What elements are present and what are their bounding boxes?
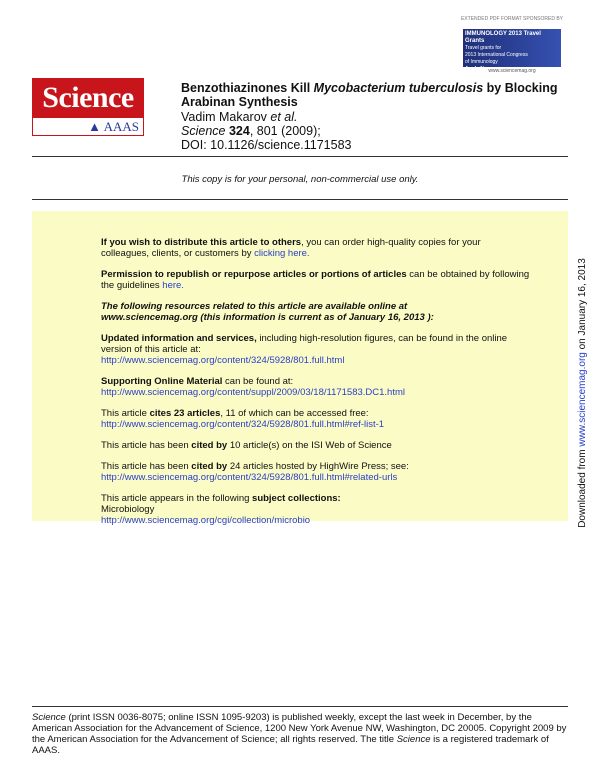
footer-divider xyxy=(32,706,568,707)
info-content xyxy=(101,237,531,536)
related-urls-link[interactable]: http://www.sciencemag.org/content/324/5928/801.full.html#related-urls xyxy=(101,472,398,483)
ad-line: 2013 International Congress xyxy=(465,52,528,58)
logo-science-text: Science xyxy=(32,78,144,118)
updated-info-paragraph: Updated information and services, including high-resolution figures, can be found in the online version of this article at: http://www.sciencemag.org/content/324/5928/801.full.html xyxy=(101,333,508,366)
logo-aaas-text: ▲ AAAS xyxy=(32,118,144,136)
cited-by-highwire-paragraph: This article has been cited by 24 articles hosted by HighWire Press; see: http://www.sciencemag.org/content/324/5928/801.full.html#related-urls xyxy=(101,461,409,483)
full-text-link[interactable]: http://www.sciencemag.org/content/324/5928/801.full.html xyxy=(101,355,345,366)
ad-url[interactable]: www.sciencemag.org xyxy=(488,68,536,74)
sciencemag-link[interactable]: www.sciencemag.org xyxy=(577,352,588,447)
divider xyxy=(32,156,568,157)
citation xyxy=(181,110,352,152)
supporting-material-link[interactable]: http://www.sciencemag.org/content/suppl/2009/03/18/1171583.DC1.html xyxy=(101,387,406,398)
references-link[interactable]: http://www.sciencemag.org/content/324/5928/801.full.html#ref-list-1 xyxy=(101,419,385,430)
author: Vadim Makarov et al. xyxy=(181,110,298,124)
personal-use-note: This copy is for your personal, non-commercial use only. xyxy=(181,174,419,185)
footer-notice: Science (print ISSN 0036-8075; online ISSN 1095-9203) is published weekly, except the last week in December, by the American Association for the Advancement of Science, 1200 New York Avenue NW, Washington, DC 20005. Copyright 2009 by the American Association for the Advancement of Science; all rights reserved. The title Science is a registered trademark of AAAS. xyxy=(32,712,567,756)
ad-apply[interactable]: Apply Now xyxy=(465,66,491,72)
ad-label: EXTENDED PDF FORMAT SPONSORED BY xyxy=(460,16,564,22)
here-link[interactable]: here. xyxy=(162,280,184,291)
resources-heading: The following resources related to this article are available online at www.sciencemag.org (this information is current as of January 16, 2013 ): xyxy=(101,301,434,323)
ad-line: Travel grants for xyxy=(465,45,502,51)
ad-line: of Immunology xyxy=(465,59,498,65)
subject-collections-paragraph: This article appears in the following subject collections: Microbiology http://www.sciencemag.org/cgi/collection/microbio xyxy=(101,493,341,526)
clicking-here-link[interactable]: clicking here. xyxy=(254,248,310,259)
ad-headline: IMMUNOLOGY 2013 Travel Grants xyxy=(465,31,541,44)
permission-paragraph: Permission to republish or repurpose articles or portions of articles can be obtained by following the guidelines here. xyxy=(101,269,530,291)
journal-ref: Science 324, 801 (2009); xyxy=(181,124,321,138)
supporting-material-paragraph: Supporting Online Material can be found at: http://www.sciencemag.org/content/suppl/2009/03/18/1171583.DC1.html xyxy=(101,376,406,398)
article-title: Benzothiazinones Kill Mycobacterium tuberculosis by Blocking Arabinan Synthesis xyxy=(181,81,558,109)
cited-by-isi-paragraph: This article has been cited by 10 article(s) on the ISI Web of Science xyxy=(101,440,392,451)
distribute-paragraph: If you wish to distribute this article to others, you can order high-quality copies for your colleagues, clients, or customers by clicking here. xyxy=(101,237,481,259)
cites-paragraph: This article cites 23 articles, 11 of which can be accessed free: http://www.sciencemag.org/content/324/5928/801.full.html#ref-list-1 xyxy=(101,408,385,430)
collection-link[interactable]: http://www.sciencemag.org/cgi/collection/microbio xyxy=(101,515,311,526)
doi: DOI: 10.1126/science.1171583 xyxy=(181,138,352,152)
sponsor-ad[interactable] xyxy=(457,17,567,73)
divider xyxy=(32,199,568,200)
download-notice: Downloaded from www.sciencemag.org on January 16, 2013 xyxy=(577,258,588,528)
science-logo xyxy=(32,78,144,136)
